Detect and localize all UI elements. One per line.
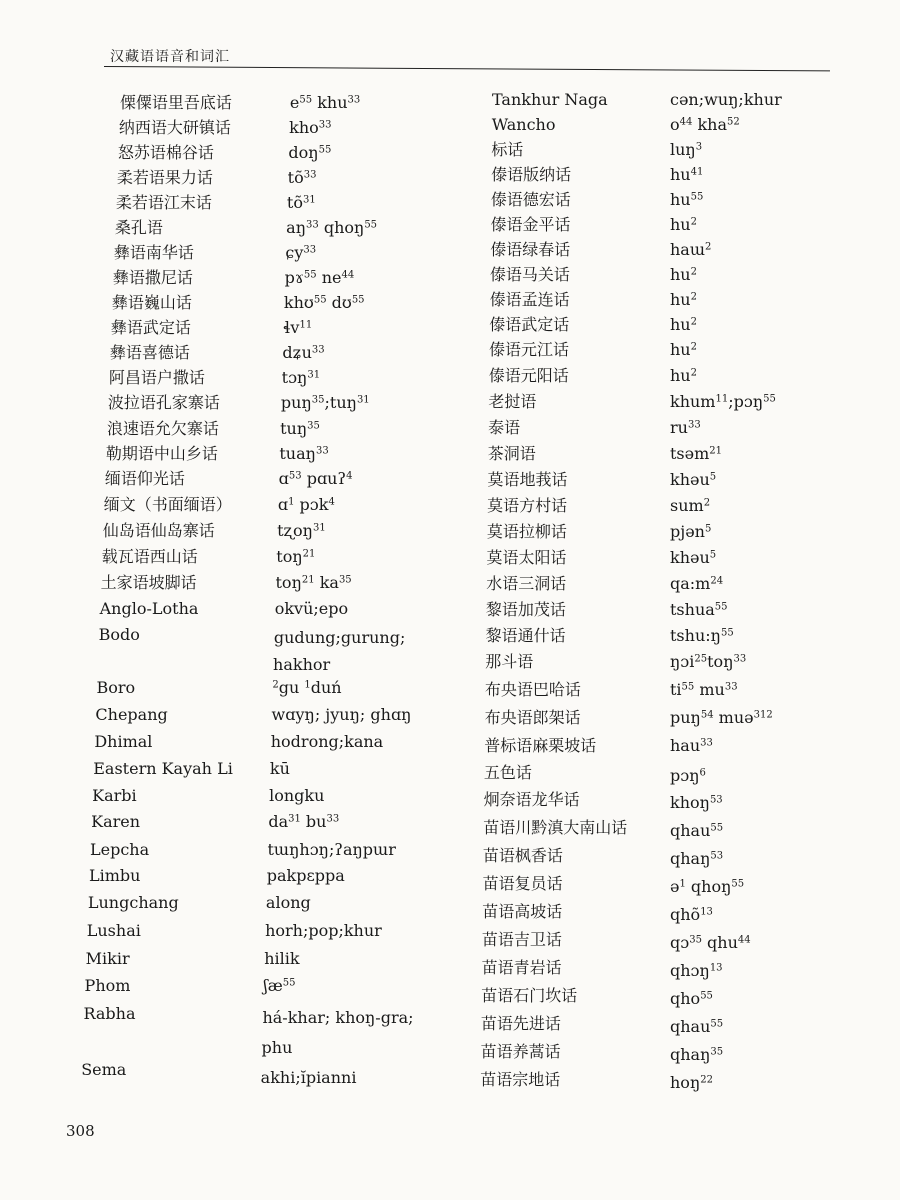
- language-name: 傣语德宏话: [490, 190, 571, 209]
- lexical-form: longku: [269, 786, 325, 805]
- lexical-form: $tõ^{31}$: [286, 193, 316, 212]
- language-name: 柔若语江末话: [115, 193, 212, 212]
- language-name: 布央语郎架话: [484, 708, 581, 727]
- lexical-form: $hu^{41}$: [670, 165, 704, 184]
- lexical-form: $hu^2$: [670, 215, 697, 234]
- language-name: 彝语南华话: [113, 243, 194, 262]
- lexical-form: wɑyŋ; jyuŋ; ghɑŋ: [271, 705, 412, 724]
- lexical-form: $hu^{55}$: [670, 190, 704, 209]
- language-name: 黎语加茂话: [485, 600, 566, 619]
- language-name: 苗语枫香话: [482, 846, 563, 865]
- lexical-form: kū: [269, 759, 290, 778]
- lexical-form: $aŋ^{33}$ qhoŋ$^{55}$: [286, 218, 378, 237]
- lexical-form: ɕy$^{33}$: [285, 243, 317, 262]
- lexical-form: qhaŋ$^{53}$: [670, 849, 724, 868]
- lexical-form: kho$^{33}$: [289, 118, 332, 137]
- language-name: 老挝语: [488, 392, 537, 411]
- language-name: 布央语巴哈话: [484, 680, 581, 699]
- language-name: 茶洞语: [487, 444, 536, 463]
- language-name: 水语三洞话: [486, 574, 567, 593]
- language-name: 彝语巍山话: [111, 293, 192, 312]
- lexical-form: pɤ$^{55}$ $ne^{44}$: [284, 268, 355, 287]
- language-name: 苗语复员话: [482, 874, 563, 893]
- language-name: Chepang: [95, 705, 168, 724]
- language-name: 傣语马关话: [489, 265, 570, 284]
- lexical-form: $hu^2$: [670, 315, 697, 334]
- language-name: 傣语元江话: [489, 340, 570, 359]
- language-name: Lushai: [86, 921, 141, 940]
- language-name: Lepcha: [90, 840, 150, 859]
- lexical-form: $hu^2$: [670, 290, 697, 309]
- lexical-form: $qa:m^{24}$: [670, 574, 724, 593]
- language-name: 勒期语中山乡话: [105, 444, 218, 463]
- lexical-form: pɔŋ$^6$: [670, 766, 706, 785]
- language-name: 彝语撒尼话: [112, 268, 193, 287]
- language-name: 纳西语大研镇话: [118, 118, 231, 137]
- lexical-form: puŋ$^{54}$ muə$^{312}$: [670, 708, 773, 727]
- language-name: Mikir: [85, 949, 130, 968]
- lexical-form: puŋ$^{35}$;tuŋ$^{31}$: [280, 393, 370, 412]
- language-name: Anglo-Lotha: [99, 599, 199, 618]
- lexical-form: hau$^{33}$: [670, 736, 713, 755]
- language-name: 莫语地莪话: [487, 470, 568, 489]
- language-name: 标话: [491, 140, 524, 159]
- lexical-form: $da^{31}$ $bu^{33}$: [268, 812, 340, 831]
- lexical-form: $hu^2$: [670, 265, 697, 284]
- lexical-form: qhaŋ$^{35}$: [670, 1045, 724, 1064]
- language-name: 苗语宗地话: [480, 1070, 561, 1089]
- language-name: Wancho: [491, 115, 556, 134]
- lexical-form: toŋ$^{21}$: [276, 547, 316, 566]
- lexical-form: pjən$^5$: [670, 522, 712, 541]
- language-name: 傣语孟连话: [489, 290, 570, 309]
- lexical-form: ɬv$^{11}$: [283, 318, 313, 337]
- language-name: 炯奈语龙华话: [483, 790, 580, 809]
- language-name: Rabha: [83, 1004, 136, 1023]
- language-name: 傈僳语里吾底话: [119, 93, 232, 112]
- lexical-form: há-khar; khoŋ-gra;: [262, 1008, 414, 1027]
- language-name: 那斗语: [485, 652, 534, 671]
- language-name: 莫语拉柳话: [486, 522, 567, 541]
- lexical-form: $^2$gu $^1$duń: [272, 678, 342, 697]
- lexical-form: ʃæ$^{55}$: [263, 976, 296, 995]
- lexical-form: $ti^{55}$ $mu^{33}$: [670, 680, 738, 699]
- lexical-form: hilik: [264, 949, 300, 968]
- lexical-form: qhau$^{55}$: [670, 1017, 724, 1036]
- lexical-form: qɔ$^{35}$ qhu$^{44}$: [670, 933, 751, 952]
- lexical-form: okvü;epo: [274, 599, 349, 618]
- language-name: 苗语养蒿话: [480, 1042, 561, 1061]
- lexical-form: khəu$^5$: [670, 470, 717, 489]
- lexical-form: tɔŋ$^{31}$: [281, 368, 321, 387]
- language-name: 五色话: [483, 763, 532, 782]
- lexical-form: ŋɔi$^{25}$toŋ$^{33}$: [670, 652, 747, 671]
- lexical-form: dʑu$^{33}$: [282, 343, 325, 362]
- lexical-form: phu: [261, 1038, 293, 1057]
- lexical-form: $e^{55}$ khu$^{33}$: [289, 93, 361, 112]
- lexical-form: $tõ^{33}$: [287, 168, 317, 187]
- language-name: 傣语金平话: [490, 215, 571, 234]
- lexical-form: $hu^2$: [670, 340, 697, 359]
- language-name: 波拉语孔家寨话: [107, 393, 220, 412]
- language-name: 缅语仰光话: [104, 469, 185, 488]
- language-name: 傣语绿春话: [490, 240, 571, 259]
- lexical-form: toŋ$^{21}$ $ka^{35}$: [275, 573, 352, 592]
- lexical-form: tshua$^{55}$: [670, 600, 728, 619]
- lexical-form: tɯŋhɔŋ;ʔaŋpɯr: [267, 840, 396, 859]
- lexical-form: hodrong;kana: [270, 732, 384, 751]
- language-name: 苗语先进话: [480, 1014, 561, 1033]
- language-name: 缅文（书面缅语）: [103, 495, 232, 514]
- language-name: 苗语青岩话: [481, 958, 562, 977]
- lexical-form: $hu^2$: [670, 366, 697, 385]
- language-name: 彝语武定话: [110, 318, 191, 337]
- language-name: 土家语坡脚话: [100, 573, 197, 592]
- page-number: 308: [66, 1122, 95, 1140]
- lexical-form: $ru^{33}$: [670, 418, 701, 437]
- lexical-form: qhõ$^{13}$: [670, 905, 713, 924]
- language-name: Karen: [91, 812, 141, 831]
- lexical-form: hakhor: [273, 655, 331, 674]
- lexical-form: hoŋ$^{22}$: [670, 1073, 713, 1092]
- lexical-form: khum$^{11}$;pɔŋ$^{55}$: [670, 392, 776, 411]
- lexical-form: $o^{44}$ kha$^{52}$: [670, 115, 740, 134]
- header-rule: [104, 66, 830, 71]
- lexical-form: ə$^1$ qhoŋ$^{55}$: [670, 877, 745, 896]
- language-name: 苗语高坡话: [482, 902, 563, 921]
- lexical-form: qho$^{55}$: [670, 989, 713, 1008]
- language-name: 普标语麻栗坡话: [484, 736, 597, 755]
- language-name: Tankhur Naga: [492, 90, 608, 109]
- language-name: 泰语: [488, 418, 521, 437]
- language-name: 怒苏语棉谷话: [117, 143, 214, 162]
- lexical-form: tuŋ$^{35}$: [280, 419, 320, 438]
- lexical-form: akhi;ĭpianni: [260, 1068, 357, 1087]
- language-name: 傣语版纳话: [491, 165, 572, 184]
- language-name: Dhimal: [94, 732, 153, 751]
- lexical-form: $tshu:ŋ^{55}$: [670, 626, 734, 645]
- lexical-form: khoŋ$^{53}$: [670, 793, 723, 812]
- language-name: 浪速语允欠寨话: [106, 419, 219, 438]
- language-name: 莫语方村话: [487, 496, 568, 515]
- language-name: 苗语石门坎话: [481, 986, 578, 1005]
- lexical-form: pakpɛppa: [266, 866, 345, 885]
- language-name: 苗语川黔滇大南山话: [483, 818, 628, 837]
- language-name: 黎语通什话: [485, 626, 566, 645]
- lexical-form: khʊ$^{55}$ dʊ$^{55}$: [283, 293, 365, 312]
- lexical-form: tʐoŋ$^{31}$: [277, 521, 326, 540]
- lexical-form: sum$^2$: [670, 496, 711, 515]
- language-name: 苗语吉卫话: [481, 930, 562, 949]
- language-name: Eastern Kayah Li: [93, 759, 233, 778]
- language-name: Sema: [81, 1060, 127, 1079]
- language-name: 仙岛语仙岛寨话: [102, 521, 215, 540]
- language-name: 彝语喜德话: [109, 343, 190, 362]
- running-header: 汉藏语语音和词汇: [110, 49, 230, 65]
- lexical-form: doŋ$^{55}$: [288, 143, 332, 162]
- lexical-form: gudung;gurung;: [273, 628, 406, 647]
- lexical-form: horh;pop;khur: [265, 921, 382, 940]
- language-name: 傣语武定话: [489, 315, 570, 334]
- lexical-form: ɑ$^1$ pɔk$^4$: [277, 495, 335, 514]
- language-name: Bodo: [98, 625, 140, 644]
- language-name: 柔若语果力话: [116, 168, 213, 187]
- lexical-form: cən;wuŋ;khur: [670, 90, 782, 109]
- language-name: 莫语太阳话: [486, 548, 567, 567]
- language-name: Boro: [96, 678, 136, 697]
- lexical-form: along: [265, 893, 311, 912]
- language-name: 桑孔语: [114, 218, 163, 237]
- lexical-form: khəu$^5$: [670, 548, 717, 567]
- lexical-form: haɯ$^2$: [670, 240, 712, 259]
- lexical-form: qhau$^{55}$: [670, 821, 724, 840]
- lexical-form: tuaŋ$^{33}$: [279, 444, 329, 463]
- language-name: 阿昌语户撒话: [108, 368, 205, 387]
- language-name: 载瓦语西山话: [101, 547, 198, 566]
- language-name: Karbi: [92, 786, 137, 805]
- language-name: 傣语元阳话: [488, 366, 569, 385]
- language-name: Lungchang: [87, 893, 179, 912]
- lexical-form: qhɔŋ$^{13}$: [670, 961, 723, 980]
- lexical-form: tsəm$^{21}$: [670, 444, 723, 463]
- language-name: Phom: [84, 976, 131, 995]
- language-name: Limbu: [88, 866, 141, 885]
- lexical-form: luŋ$^3$: [670, 140, 703, 159]
- lexical-form: ɑ$^{53}$ pɑuʔ$^4$: [278, 469, 353, 488]
